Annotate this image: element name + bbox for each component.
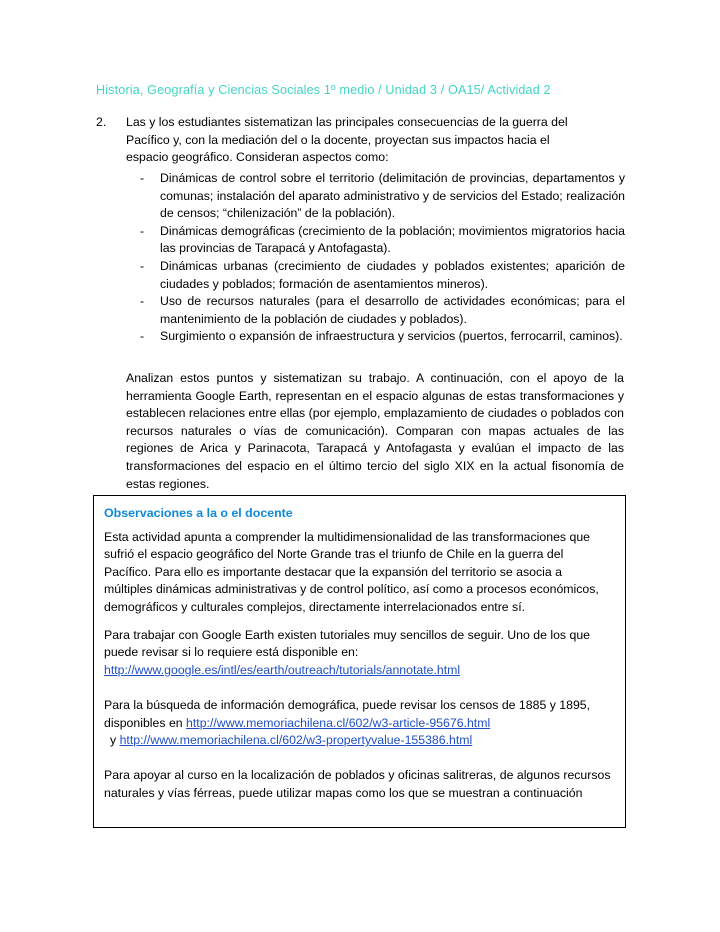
list-item-label: Dinámicas de control sobre el territorio (delimitación de provincias, departamentos y comunas; instalación del aparato administrativo y de servicios del Estado; realización de censos; “chilenización” de la población). — [160, 171, 625, 221]
observations-paragraph-3 — [104, 697, 613, 732]
list-item — [140, 223, 625, 258]
google-earth-tutorial-link[interactable]: http://www.google.es/intl/es/earth/outreach/tutorials/annotate.html — [104, 662, 461, 677]
observations-paragraph-1: Esta actividad apunta a comprender la multidimensionalidad de las transformaciones que sufrió el espacio geográfico del Norte Grande tras el triunfo de Chile en la guerra del Pacífico. Para ello es importante destacar que la expansión del territorio se asocia a múltiples dinámicas administrativas y de control político, así como a procesos económicos, demográficos y culturales complejos, directamente interrelacionados entre sí. — [104, 530, 599, 614]
observations-link-row-2 — [104, 732, 613, 749]
dash-bullet-icon: - — [140, 329, 145, 344]
observations-paragraph-2: Para trabajar con Google Earth existen tutoriales muy sencillos de seguir. Uno de los que puede revisar si lo requiere está disponible en: — [104, 628, 590, 660]
list-item — [140, 170, 625, 223]
observations-link-row-1 — [104, 662, 613, 679]
dash-bullet-icon: - — [140, 171, 145, 185]
dash-bullet-icon: - — [140, 258, 145, 273]
activity-intro-text: Las y los estudiantes sistematizan las principales consecuencias de la guerra del Pacífico y, con la mediación del o la docente, proyectan sus impactos hacia el espacio geográfico. Consideran aspectos como: — [126, 115, 568, 164]
aspects-list — [140, 170, 625, 346]
observations-conjunction: y — [110, 733, 120, 748]
list-item-label: Dinámicas demográficas (crecimiento de la población; movimientos migratorios hacia las provincias de Tarapacá y Antofagasta). — [160, 223, 625, 256]
activity-number: 2. — [96, 115, 107, 129]
memoriachilena-propertyvalue-link[interactable]: http://www.memoriachilena.cl/602/w3-propertyvalue-155386.html — [119, 733, 473, 748]
list-item-label: Dinámicas urbanas (crecimiento de ciudades y poblados existentes; aparición de ciudades y poblados; formación de asentamientos mineros). — [160, 258, 625, 291]
dash-bullet-icon: - — [140, 223, 145, 238]
list-item-label: Surgimiento o expansión de infraestructura y servicios (puertos, ferrocarril, caminos). — [160, 329, 623, 344]
memoriachilena-article-link[interactable]: http://www.memoriachilena.cl/602/w3-article-95676.html — [186, 715, 491, 730]
observations-paragraph-3-lead: Para la búsqueda de información demográfica, puede revisar los censos de 1885 y 1895, disponibles en — [104, 698, 591, 730]
teacher-observations-box — [93, 495, 626, 828]
activity-closing-paragraph: Analizan estos puntos y sistematizan su trabajo. A continuación, con el apoyo de la herramienta Google Earth, representan en el espacio algunas de estas transformaciones y establecen relaciones entre ellas (por ejemplo, emplazamiento de ciudades o poblados con recursos naturales o vías de comunicación). Comparan con mapas actuales de las regiones de Arica y Parinacota, Tarapacá y Antofagasta y evalúan el impacto de las transformaciones del espacio en el último tercio del siglo XIX en la actual fisonomía de estas regiones. — [126, 371, 624, 491]
spacer — [104, 679, 613, 697]
page-title: Historia, Geografía y Ciencias Sociales 1º medio / Unidad 3 / OA15/ Actividad 2 — [96, 83, 551, 97]
activity-item — [96, 114, 592, 167]
list-item-label: Uso de recursos naturales (para el desarrollo de actividades económicas; para el mantenimiento de la población de ciudades y poblados). — [160, 294, 625, 326]
dash-bullet-icon: - — [140, 294, 145, 309]
list-item — [140, 293, 625, 328]
observations-heading: Observaciones a la o el docente — [104, 506, 293, 520]
observations-paragraph-4: Para apoyar al curso en la localización de poblados y oficinas salitreras, de algunos recursos naturales y vías férreas, puede utilizar mapas como los que se muestran a continuación — [104, 768, 611, 800]
spacer — [104, 749, 613, 767]
list-item — [140, 328, 625, 346]
list-item — [140, 258, 625, 293]
